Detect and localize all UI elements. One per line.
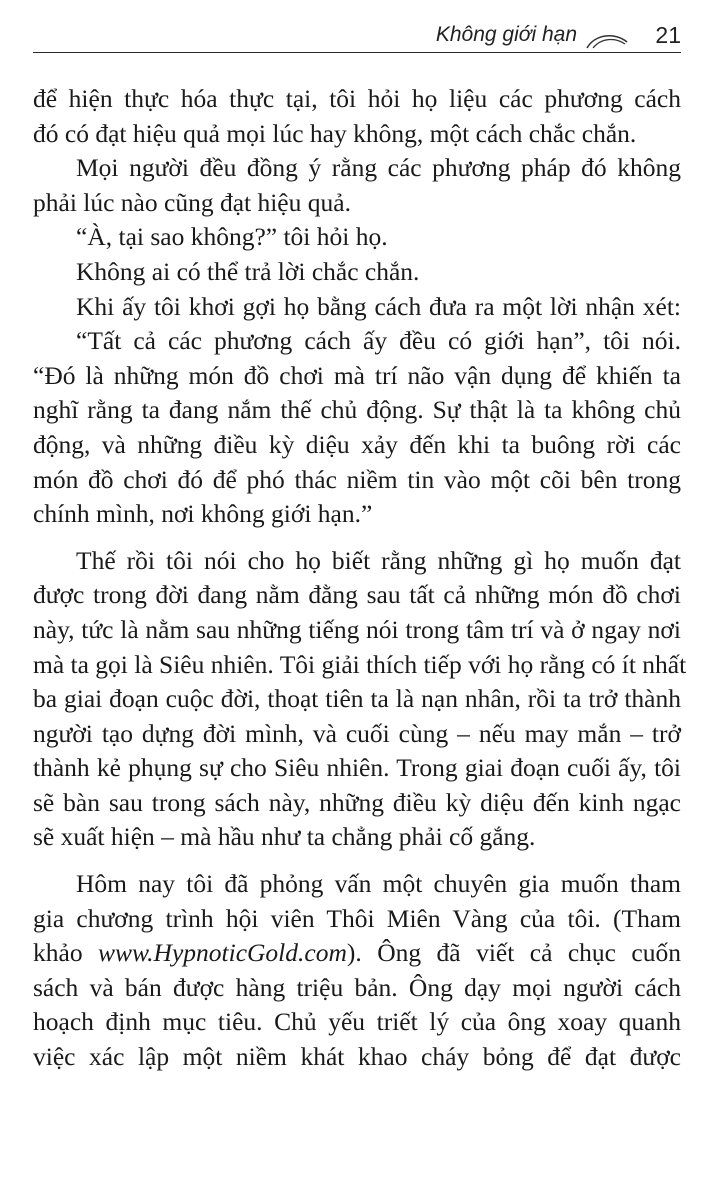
text-line xyxy=(33,936,681,971)
text-line: chính mình, nơi không giới hạn.” xyxy=(33,499,373,529)
text-line: động, và những điều kỳ diệu xảy đến khi ta buông rời các xyxy=(33,429,681,459)
text-line: sẽ bàn sau trong sách này, những điều kỳ diệu đến kinh ngạc xyxy=(33,787,681,817)
text-line: Mọi người đều đồng ý rằng các phương pháp đó không xyxy=(76,153,681,183)
text-line: hoạch định mục tiêu. Chủ yếu triết lý của ông xoay quanh xyxy=(33,1007,681,1037)
swoosh-icon xyxy=(585,30,629,50)
text-line: Khi ấy tôi khơi gợi họ bằng cách đưa ra một lời nhận xét: xyxy=(76,291,681,321)
website-link[interactable]: www.HypnoticGold.com xyxy=(98,938,347,968)
text-line: “Đó là những món đồ chơi mà trí não vận dụng để khiến ta xyxy=(33,360,681,390)
text-line: người tạo dựng đời mình, và cuối cùng – nếu may mắn – trở xyxy=(33,718,681,748)
text-line: sách và bán được hàng triệu bản. Ông dạy mọi người cách xyxy=(33,972,681,1002)
text-line: này, tức là nằm sau những tiếng nói trong tâm trí và ở ngay nơi xyxy=(33,614,681,644)
text-line: nghĩ rằng ta đang nắm thế chủ động. Sự thật là ta không chủ xyxy=(33,395,681,425)
text-line: Hôm nay tôi đã phỏng vấn một chuyên gia muốn tham xyxy=(76,869,681,899)
text-segment: khảo xyxy=(33,938,99,968)
text-line: món đồ chơi đó để phó thác niềm tin vào một cõi bên trong xyxy=(33,464,681,494)
text-line: “Tất cả các phương cách ấy đều có giới hạn”, tôi nói. xyxy=(76,326,681,356)
text-line: “À, tại sao không?” tôi hỏi họ. xyxy=(76,222,388,252)
text-line: Thế rồi tôi nói cho họ biết rằng những gì họ muốn đạt xyxy=(76,545,681,575)
text-line: phải lúc nào cũng đạt hiệu quả. xyxy=(33,187,351,217)
text-line: ba giai đoạn cuộc đời, thoạt tiên ta là nạn nhân, rồi ta trở thành xyxy=(33,684,681,714)
running-header xyxy=(33,14,681,53)
text-line: gia chương trình hội viên Thôi Miên Vàng của tôi. (Tham xyxy=(33,903,681,933)
running-title: Không giới hạn xyxy=(435,23,577,46)
body-text xyxy=(33,82,687,1075)
text-segment: ). Ông đã viết cả chục cuốn xyxy=(346,938,681,968)
text-line: Không ai có thể trả lời chắc chắn. xyxy=(76,256,420,286)
text-line: mà ta gọi là Siêu nhiên. Tôi giải thích tiếp với họ rằng có ít nhất xyxy=(33,649,687,679)
text-line: sẽ xuất hiện – mà hầu như ta chẳng phải cố gắng. xyxy=(33,822,536,852)
text-line: đó có đạt hiệu quả mọi lúc hay không, một cách chắc chắn. xyxy=(33,118,637,148)
text-line: việc xác lập một niềm khát khao cháy bỏng để đạt được xyxy=(33,1042,681,1072)
text-line: để hiện thực hóa thực tại, tôi hỏi họ liệu các phương cách xyxy=(33,84,681,113)
text-line: thành kẻ phụng sự cho Siêu nhiên. Trong giai đoạn cuối ấy, tôi xyxy=(33,753,681,783)
page-number: 21 xyxy=(655,22,681,48)
text-line: được trong đời đang nằm đằng sau tất cả những món đồ chơi xyxy=(33,580,681,610)
